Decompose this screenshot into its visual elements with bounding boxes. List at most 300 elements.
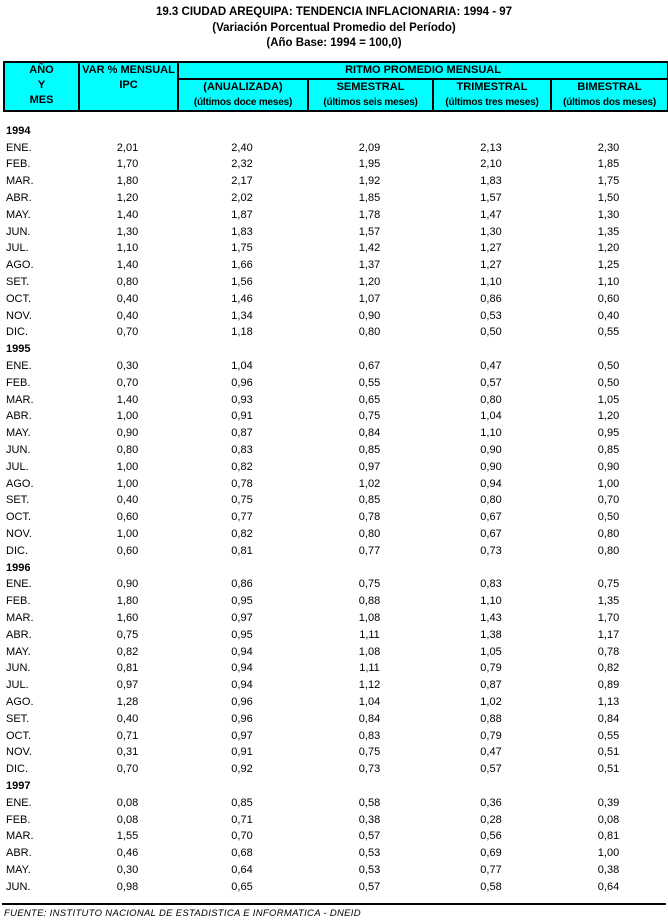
month-label: OCT. <box>6 292 32 305</box>
month-label: JUL. <box>6 242 29 255</box>
value-cell: 0,90 <box>116 578 139 591</box>
value-cell: 1,35 <box>597 225 620 238</box>
value-cell: 1,95 <box>358 158 381 171</box>
value-cell: 0,84 <box>358 712 381 725</box>
value-cell: 1,47 <box>480 208 502 221</box>
data-row <box>3 542 667 559</box>
value-cell: 1,10 <box>480 595 502 608</box>
subcol-title: TRIMESTRAL <box>456 80 528 93</box>
value-cell: 0,97 <box>231 729 253 742</box>
data-row <box>3 173 667 190</box>
value-cell: 1,04 <box>480 410 502 423</box>
source-note: FUENTE: INSTITUTO NACIONAL DE ESTADISTICA E INFORMATICA - DNEID <box>4 908 361 919</box>
value-cell: 0,50 <box>597 376 620 389</box>
value-cell: 0,75 <box>597 578 620 591</box>
value-cell: 0,96 <box>231 712 253 725</box>
value-cell: 0,90 <box>480 444 502 457</box>
value-cell: 0,86 <box>480 292 502 305</box>
data-row <box>3 492 667 509</box>
value-cell: 1,20 <box>358 276 381 289</box>
value-cell: 0,67 <box>358 360 381 373</box>
data-row <box>3 223 667 240</box>
value-cell: 0,08 <box>116 796 139 809</box>
value-cell: 0,78 <box>597 645 620 658</box>
value-cell: 1,57 <box>358 225 381 238</box>
title-block <box>0 0 668 52</box>
value-cell: 1,17 <box>597 628 620 641</box>
value-cell: 1,00 <box>116 410 139 423</box>
month-label: MAY. <box>6 427 31 440</box>
value-cell: 0,71 <box>116 729 139 742</box>
value-cell: 0,95 <box>597 427 620 440</box>
data-row <box>3 475 667 492</box>
data-row <box>3 811 667 828</box>
value-cell: 0,70 <box>597 494 620 507</box>
value-cell: 0,93 <box>231 393 253 406</box>
value-cell: 1,04 <box>231 360 253 373</box>
col-header-bimestral <box>551 79 668 111</box>
month-label: AGO. <box>6 695 34 708</box>
value-cell: 2,09 <box>358 141 381 154</box>
value-cell: 1,80 <box>116 175 139 188</box>
data-row <box>3 442 667 459</box>
value-cell: 0,80 <box>358 326 381 339</box>
value-cell: 0,94 <box>480 477 502 490</box>
data-row <box>3 878 667 895</box>
value-cell: 0,94 <box>231 679 253 692</box>
data-row <box>3 828 667 845</box>
value-cell: 0,28 <box>480 813 502 826</box>
value-cell: 1,05 <box>480 645 502 658</box>
month-label: ENE. <box>6 578 32 591</box>
value-cell: 0,85 <box>358 494 381 507</box>
value-cell: 0,70 <box>116 763 139 776</box>
value-cell: 1,30 <box>116 225 139 238</box>
value-cell: 0,80 <box>480 393 502 406</box>
value-cell: 1,40 <box>116 393 139 406</box>
col-header-semestral <box>308 79 433 111</box>
value-cell: 1,10 <box>116 242 139 255</box>
value-cell: 0,87 <box>231 427 253 440</box>
subcol-subtitle: (últimos tres meses) <box>445 96 539 108</box>
value-cell: 1,05 <box>597 393 620 406</box>
value-cell: 1,85 <box>358 192 381 205</box>
value-cell: 0,82 <box>231 528 253 541</box>
value-cell: 0,50 <box>597 511 620 524</box>
value-cell: 0,73 <box>480 544 502 557</box>
value-cell: 0,58 <box>358 796 381 809</box>
month-label: JUN. <box>6 662 31 675</box>
value-cell: 0,51 <box>597 746 620 759</box>
value-cell: 1,27 <box>480 242 502 255</box>
value-cell: 0,53 <box>480 309 502 322</box>
year-row <box>3 559 667 576</box>
value-cell: 0,77 <box>231 511 253 524</box>
value-cell: 0,08 <box>116 813 139 826</box>
data-row <box>3 139 667 156</box>
month-label: ABR. <box>6 192 32 205</box>
value-cell: 0,31 <box>116 746 139 759</box>
value-cell: 0,47 <box>480 360 502 373</box>
value-cell: 1,08 <box>358 645 381 658</box>
value-cell: 0,55 <box>358 376 381 389</box>
value-cell: 1,85 <box>597 158 620 171</box>
value-cell: 1,55 <box>116 830 139 843</box>
month-label: JUL. <box>6 679 29 692</box>
value-cell: 0,96 <box>231 376 253 389</box>
value-cell: 1,80 <box>116 595 139 608</box>
table-body <box>3 123 667 896</box>
value-cell: 1,92 <box>358 175 381 188</box>
value-cell: 1,83 <box>231 225 253 238</box>
data-row <box>3 458 667 475</box>
value-cell: 0,78 <box>358 511 381 524</box>
month-label: NOV. <box>6 528 32 541</box>
value-cell: 0,36 <box>480 796 502 809</box>
value-cell: 0,57 <box>480 376 502 389</box>
value-cell: 1,57 <box>480 192 502 205</box>
value-cell: 0,40 <box>116 292 139 305</box>
month-label: NOV. <box>6 309 32 322</box>
value-cell: 1,75 <box>231 242 253 255</box>
month-label: JUL. <box>6 460 29 473</box>
value-cell: 0,70 <box>116 376 139 389</box>
data-row <box>3 845 667 862</box>
value-cell: 1,83 <box>480 175 502 188</box>
value-cell: 1,07 <box>358 292 381 305</box>
value-cell: 1,30 <box>480 225 502 238</box>
month-label: MAY. <box>6 863 31 876</box>
data-row <box>3 626 667 643</box>
month-label: JUN. <box>6 880 31 893</box>
value-cell: 0,90 <box>116 427 139 440</box>
value-cell: 0,75 <box>358 746 381 759</box>
value-cell: 0,75 <box>116 628 139 641</box>
value-cell: 1,50 <box>597 192 620 205</box>
value-cell: 1,02 <box>480 695 502 708</box>
value-cell: 2,10 <box>480 158 502 171</box>
value-cell: 1,34 <box>231 309 253 322</box>
data-row <box>3 324 667 341</box>
value-cell: 0,75 <box>231 494 253 507</box>
subcol-title: BIMESTRAL <box>577 80 642 93</box>
page-subtitle-variation: (Variación Porcentual Promedio del Período) <box>212 21 456 34</box>
data-row <box>3 408 667 425</box>
month-label: ABR. <box>6 410 32 423</box>
value-cell: 0,91 <box>231 410 253 423</box>
data-row <box>3 156 667 173</box>
month-label: NOV. <box>6 746 32 759</box>
subcol-subtitle: (últimos dos meses) <box>563 96 656 108</box>
value-cell: 1,37 <box>358 259 381 272</box>
value-cell: 0,40 <box>597 309 620 322</box>
data-row <box>3 190 667 207</box>
value-cell: 0,80 <box>597 544 620 557</box>
month-label: ABR. <box>6 628 32 641</box>
value-cell: 1,00 <box>116 477 139 490</box>
value-cell: 0,39 <box>597 796 620 809</box>
month-label: SET. <box>6 712 30 725</box>
value-cell: 0,85 <box>597 444 620 457</box>
value-cell: 1,70 <box>116 158 139 171</box>
col-header-trimestral <box>433 79 551 111</box>
value-cell: 0,55 <box>597 729 620 742</box>
value-cell: 0,46 <box>116 847 139 860</box>
value-cell: 1,04 <box>358 695 381 708</box>
data-row <box>3 257 667 274</box>
value-cell: 0,30 <box>116 360 139 373</box>
data-row <box>3 593 667 610</box>
value-cell: 1,00 <box>597 477 620 490</box>
month-label: FEB. <box>6 376 31 389</box>
page-subtitle-base-year: (Año Base: 1994 = 100,0) <box>266 37 402 49</box>
col-group-header-ritmo: RITMO PROMEDIO MENSUAL <box>178 62 668 79</box>
value-cell: 0,81 <box>597 830 620 843</box>
value-cell: 0,90 <box>480 460 502 473</box>
year-label: 1997 <box>6 779 31 792</box>
data-row <box>3 374 667 391</box>
value-cell: 1,13 <box>597 695 620 708</box>
data-row <box>3 761 667 778</box>
value-cell: 1,40 <box>116 208 139 221</box>
value-cell: 1,78 <box>358 208 381 221</box>
value-cell: 0,94 <box>231 645 253 658</box>
data-row <box>3 509 667 526</box>
value-cell: 0,80 <box>116 276 139 289</box>
month-label: MAY. <box>6 208 31 221</box>
value-cell: 1,00 <box>597 847 620 860</box>
value-cell: 0,95 <box>231 628 253 641</box>
data-row <box>3 660 667 677</box>
value-cell: 1,20 <box>597 410 620 423</box>
value-cell: 0,90 <box>358 309 381 322</box>
value-cell: 0,60 <box>116 511 139 524</box>
data-row <box>3 290 667 307</box>
footer-divider <box>2 903 666 905</box>
year-header-line: Y <box>37 78 46 91</box>
data-row <box>3 307 667 324</box>
subcol-subtitle: (últimos doce meses) <box>193 96 293 108</box>
value-cell: 1,56 <box>231 276 253 289</box>
subcol-title: SEMESTRAL <box>336 80 405 93</box>
value-cell: 1,35 <box>597 595 620 608</box>
value-cell: 1,66 <box>231 259 253 272</box>
value-cell: 0,38 <box>358 813 381 826</box>
value-cell: 1,08 <box>358 612 381 624</box>
value-cell: 0,84 <box>358 427 381 440</box>
value-cell: 0,56 <box>480 830 502 843</box>
data-row <box>3 274 667 291</box>
value-cell: 0,97 <box>358 460 381 473</box>
value-cell: 0,89 <box>597 679 620 692</box>
month-label: ABR. <box>6 847 32 860</box>
data-row <box>3 710 667 727</box>
value-cell: 0,81 <box>231 544 253 557</box>
value-cell: 2,13 <box>480 141 502 154</box>
value-cell: 0,50 <box>597 360 620 373</box>
month-label: AGO. <box>6 259 34 272</box>
value-cell: 0,47 <box>480 746 502 759</box>
data-row <box>3 727 667 744</box>
table-header <box>3 61 668 112</box>
month-label: OCT. <box>6 729 32 742</box>
year-header-line: MES <box>29 93 54 106</box>
value-cell: 1,30 <box>597 208 620 221</box>
value-cell: 1,46 <box>231 292 253 305</box>
value-cell: 1,87 <box>231 208 253 221</box>
data-row <box>3 358 667 375</box>
month-label: DIC. <box>6 544 28 557</box>
value-cell: 2,17 <box>231 175 253 188</box>
value-cell: 1,00 <box>116 528 139 541</box>
month-label: DIC. <box>6 326 28 339</box>
value-cell: 0,38 <box>597 863 620 876</box>
value-cell: 2,40 <box>231 141 253 154</box>
value-cell: 0,65 <box>231 880 253 893</box>
value-cell: 2,30 <box>597 141 620 154</box>
value-cell: 1,43 <box>480 612 502 624</box>
month-label: DIC. <box>6 763 28 776</box>
value-cell: 0,67 <box>480 528 502 541</box>
value-cell: 0,85 <box>231 796 253 809</box>
col-header-ipc <box>79 62 178 111</box>
value-cell: 1,11 <box>359 662 380 675</box>
value-cell: 0,79 <box>480 729 502 742</box>
value-cell: 0,84 <box>597 712 620 725</box>
data-row <box>3 744 667 761</box>
value-cell: 1,18 <box>231 326 253 339</box>
value-cell: 0,64 <box>597 880 620 893</box>
value-cell: 1,38 <box>480 628 502 641</box>
month-label: FEB. <box>6 813 31 826</box>
month-label: FEB. <box>6 158 31 171</box>
value-cell: 0,94 <box>231 662 253 675</box>
value-cell: 0,68 <box>231 847 253 860</box>
value-cell: 0,73 <box>358 763 381 776</box>
ipc-header-line: VAR % MENSUAL <box>82 63 175 76</box>
data-row <box>3 526 667 543</box>
month-label: OCT. <box>6 511 32 524</box>
month-label: ENE. <box>6 360 32 373</box>
year-label: 1996 <box>6 561 31 574</box>
value-cell: 0,77 <box>480 863 502 876</box>
value-cell: 1,11 <box>359 628 380 641</box>
value-cell: 0,60 <box>116 544 139 557</box>
month-label: ENE. <box>6 796 32 809</box>
year-label: 1995 <box>6 343 31 356</box>
value-cell: 1,20 <box>597 242 620 255</box>
value-cell: 1,12 <box>358 679 381 692</box>
data-row <box>3 206 667 223</box>
col-header-anualizada <box>178 79 308 111</box>
value-cell: 0,40 <box>116 494 139 507</box>
value-cell: 0,69 <box>480 847 502 860</box>
col-header-year-month <box>4 62 79 111</box>
value-cell: 0,65 <box>358 393 381 406</box>
value-cell: 0,83 <box>358 729 381 742</box>
month-label: AGO. <box>6 477 34 490</box>
month-label: SET. <box>6 276 30 289</box>
value-cell: 0,75 <box>358 578 381 591</box>
value-cell: 1,60 <box>116 612 139 624</box>
month-label: ENE. <box>6 141 32 154</box>
value-cell: 1,27 <box>480 259 502 272</box>
page-title: 19.3 CIUDAD AREQUIPA: TENDENCIA INFLACIONARIA: 1994 - 97 <box>155 6 513 18</box>
month-label: MAR. <box>6 612 34 624</box>
value-cell: 0,58 <box>480 880 502 893</box>
value-cell: 0,90 <box>597 460 620 473</box>
month-label: FEB. <box>6 595 31 608</box>
year-header-line: AÑO <box>29 63 54 76</box>
value-cell: 0,79 <box>480 662 502 675</box>
value-cell: 0,81 <box>116 662 139 675</box>
value-cell: 0,92 <box>231 763 253 776</box>
value-cell: 0,83 <box>480 578 502 591</box>
data-row <box>3 643 667 660</box>
value-cell: 0,98 <box>116 880 139 893</box>
value-cell: 0,71 <box>231 813 253 826</box>
value-cell: 0,96 <box>231 695 253 708</box>
year-label: 1994 <box>6 124 31 137</box>
value-cell: 0,91 <box>231 746 253 759</box>
value-cell: 0,82 <box>231 460 253 473</box>
value-cell: 1,10 <box>480 427 502 440</box>
value-cell: 0,82 <box>597 662 620 675</box>
value-cell: 0,53 <box>358 847 381 860</box>
value-cell: 2,02 <box>231 192 253 205</box>
value-cell: 1,70 <box>597 612 620 624</box>
month-label: SET. <box>6 494 30 507</box>
value-cell: 1,10 <box>480 276 502 289</box>
value-cell: 1,00 <box>116 460 139 473</box>
value-cell: 0,80 <box>358 528 381 541</box>
month-label: JUN. <box>6 225 31 238</box>
value-cell: 0,97 <box>231 612 253 624</box>
value-cell: 0,88 <box>358 595 381 608</box>
value-cell: 0,88 <box>480 712 502 725</box>
value-cell: 1,20 <box>116 192 139 205</box>
value-cell: 2,01 <box>116 141 139 154</box>
ipc-header-line: IPC <box>119 78 138 91</box>
data-row <box>3 694 667 711</box>
year-row <box>3 123 667 140</box>
year-row <box>3 778 667 795</box>
value-cell: 0,64 <box>231 863 253 876</box>
data-row <box>3 576 667 593</box>
data-row <box>3 425 667 442</box>
value-cell: 0,30 <box>116 863 139 876</box>
value-cell: 0,55 <box>597 326 620 339</box>
value-cell: 1,02 <box>358 477 381 490</box>
value-cell: 0,57 <box>358 830 381 843</box>
month-label: MAY. <box>6 645 31 658</box>
value-cell: 1,28 <box>116 695 139 708</box>
value-cell: 2,32 <box>231 158 253 171</box>
value-cell: 0,80 <box>116 444 139 457</box>
value-cell: 0,50 <box>480 326 502 339</box>
data-row <box>3 610 667 627</box>
value-cell: 0,67 <box>480 511 502 524</box>
value-cell: 0,70 <box>231 830 253 843</box>
value-cell: 0,97 <box>116 679 139 692</box>
year-row <box>3 341 667 358</box>
subcol-title: (ANUALIZADA) <box>203 80 283 93</box>
month-label: MAR. <box>6 175 34 188</box>
value-cell: 0,95 <box>231 595 253 608</box>
value-cell: 0,57 <box>480 763 502 776</box>
data-row <box>3 862 667 879</box>
value-cell: 0,78 <box>231 477 253 490</box>
